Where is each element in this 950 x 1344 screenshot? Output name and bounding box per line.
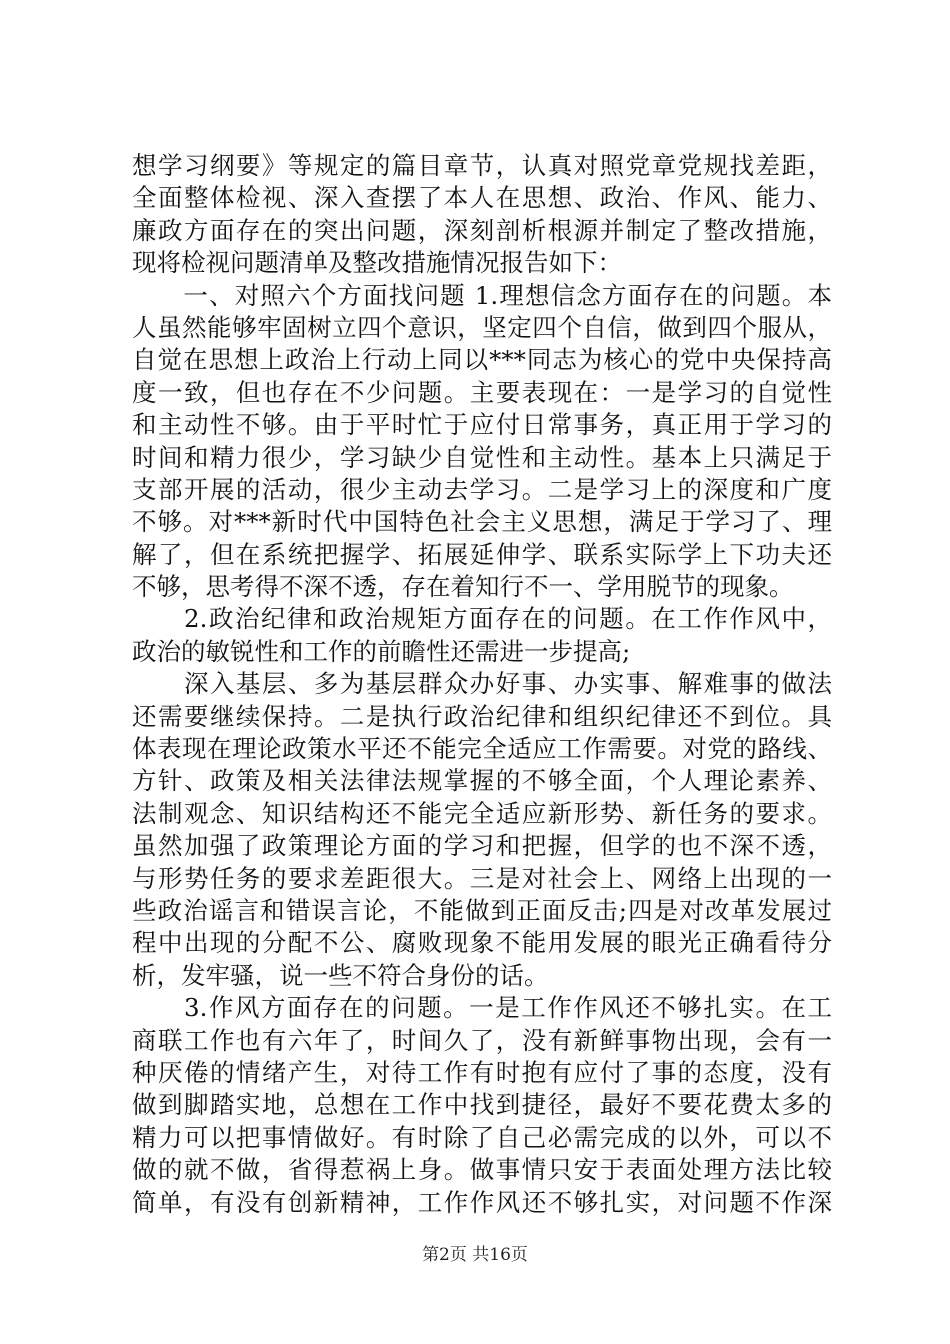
text-line: 法制观念、知识结构还不能完全适应新形势、新任务的要求。 bbox=[132, 798, 832, 828]
text-line: 程中出现的分配不公、腐败现象不能用发展的眼光正确看待分 bbox=[132, 928, 832, 958]
text-line: 想学习纲要》等规定的篇目章节，认真对照党章党规找差距， bbox=[132, 151, 832, 180]
text-line: 支部开展的活动，很少主动去学习。二是学习上的深度和广度 bbox=[132, 474, 832, 504]
text-line: 和主动性不够。由于平时忙于应付日常事务，真正用于学习的 bbox=[132, 410, 832, 440]
text-line: 2.政治纪律和政治规矩方面存在的问题。在工作作风中， bbox=[132, 604, 832, 634]
text-line: 些政治谣言和错误言论，不能做到正面反击;四是对改革发展过 bbox=[132, 895, 832, 925]
text-line: 时间和精力很少，学习缺少自觉性和主动性。基本上只满足于 bbox=[132, 442, 832, 472]
text-line: 商联工作也有六年了，时间久了，没有新鲜事物出现，会有一 bbox=[132, 1025, 832, 1055]
text-line: 简单，有没有创新精神，工作作风还不够扎实，对问题不作深 bbox=[132, 1187, 832, 1217]
text-line: 不够，思考得不深不透，存在着知行不一、学用脱节的现象。 bbox=[132, 572, 794, 602]
text-line: 政治的敏锐性和工作的前瞻性还需进一步提高; bbox=[132, 636, 631, 666]
text-line: 体表现在理论政策水平还不能完全适应工作需要。对党的路线、 bbox=[132, 734, 832, 764]
text-line: 现将检视问题清单及整改措施情况报告如下： bbox=[132, 248, 622, 278]
text-line: 解了，但在系统把握学、拓展延伸学、联系实际学上下功夫还 bbox=[132, 539, 832, 569]
text-line: 一、对照六个方面找问题 1.理想信念方面存在的问题。本 bbox=[132, 280, 832, 310]
text-line: 廉政方面存在的突出问题，深刻剖析根源并制定了整改措施， bbox=[132, 215, 832, 245]
text-line: 人虽然能够牢固树立四个意识，坚定四个自信，做到四个服从， bbox=[132, 312, 832, 342]
text-line: 自觉在思想上政治上行动上同以***同志为核心的党中央保持高 bbox=[132, 345, 832, 375]
text-line: 做到脚踏实地，总想在工作中找到捷径，最好不要花费太多的 bbox=[132, 1090, 832, 1120]
text-line: 做的就不做，省得惹祸上身。做事情只安于表面处理方法比较 bbox=[132, 1155, 832, 1185]
text-line: 虽然加强了政策理论方面的学习和把握，但学的也不深不透， bbox=[132, 831, 832, 861]
page-footer: 第2页 共16页 bbox=[422, 1245, 528, 1265]
text-line: 深入基层、多为基层群众办好事、办实事、解难事的做法 bbox=[132, 669, 832, 699]
text-line: 方针、政策及相关法律法规掌握的不够全面，个人理论素养、 bbox=[132, 766, 832, 796]
text-line: 还需要继续保持。二是执行政治纪律和组织纪律还不到位。具 bbox=[132, 701, 832, 731]
text-line: 种厌倦的情绪产生，对待工作有时抱有应付了事的态度，没有 bbox=[132, 1057, 832, 1087]
text-line: 3.作风方面存在的问题。一是工作作风还不够扎实。在工 bbox=[132, 993, 832, 1023]
text-line: 精力可以把事情做好。有时除了自己必需完成的以外，可以不 bbox=[132, 1122, 832, 1152]
text-line: 全面整体检视、深入查摆了本人在思想、政治、作风、能力、 bbox=[132, 183, 832, 213]
text-line: 析，发牢骚，说一些不符合身份的话。 bbox=[132, 960, 549, 990]
body-text bbox=[132, 150, 832, 1219]
text-line: 度一致，但也存在不少问题。主要表现在：一是学习的自觉性 bbox=[132, 377, 832, 407]
text-line: 不够。对***新时代中国特色社会主义思想，满足于学习了、理 bbox=[132, 507, 832, 537]
text-line: 与形势任务的要求差距很大。三是对社会上、网络上出现的一 bbox=[132, 863, 832, 893]
